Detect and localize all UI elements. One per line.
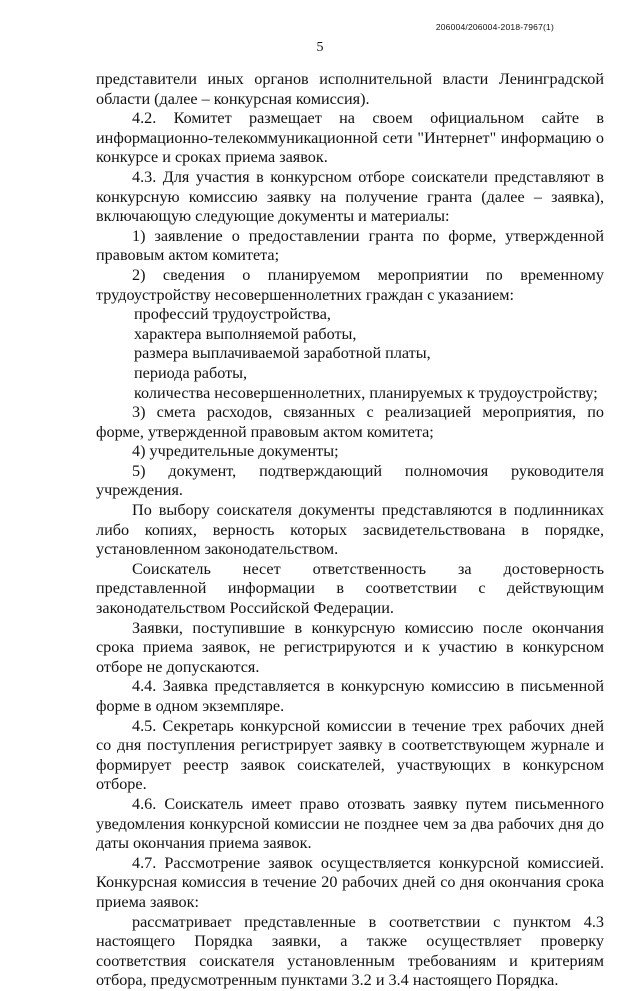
paragraph: 4.5. Секретарь конкурсной комиссии в течение трех рабочих дней со дня поступления регистрирует заявку в соответствующем журнале и формирует реестр заявок соискателей, участвующих в конкурсном отборе. xyxy=(96,716,604,794)
list-item: 4) учредительные документы; xyxy=(132,442,339,461)
list-subitem: периода работы, xyxy=(134,363,248,382)
paragraph: По выбору соискателя документы представляются в подлинниках либо копиях, верность которых засвидетельствована в порядке, установленном законодательством. xyxy=(96,501,604,559)
paragraph: 4.3. Для участия в конкурсном отборе соискатели представляют в конкурсную комиссию заявку на получение гранта (далее – заявка), включающую следующие документы и материалы: xyxy=(96,167,604,226)
paragraph: 4.7. Рассмотрение заявок осуществляется конкурсной комиссией. Конкурсная комиссия в течение 20 рабочих дней со дня окончания срока приема заявок: xyxy=(96,853,604,911)
list-item: 2) сведения о планируемом мероприятии по временному трудоустройству несовершеннолетних граждан с указанием: xyxy=(96,265,604,304)
page-number: 5 xyxy=(316,40,324,55)
list-subitem: размера выплачиваемой заработной платы, xyxy=(134,344,431,363)
list-subitem: количества несовершеннолетних, планируемых к трудоустройству; xyxy=(134,383,598,402)
list-item: 1) заявление о предоставлении гранта по форме, утвержденной правовым актом комитета; xyxy=(96,226,604,265)
paragraph: 4.4. Заявка представляется в конкурсную комиссию в письменной форме в одном экземпляре. xyxy=(96,677,604,715)
document-body xyxy=(96,70,604,991)
paragraph: Соискатель несет ответственность за достоверность представленной информации в соответствии с действующим законодательством Российской Федерации. xyxy=(96,559,604,618)
document-id: 206004/206004-2018-7967(1) xyxy=(435,22,554,32)
list-subitem: характера выполняемой работы, xyxy=(134,324,357,343)
paragraph: 4.2. Комитет размещает на своем официальном сайте в информационно-телекоммуникационной сети "Интернет" информацию о конкурсе и сроках приема заявок. xyxy=(96,109,604,167)
paragraph: 4.6. Соискатель имеет право отозвать заявку путем письменного уведомления конкурсной комиссии не позднее чем за два рабочих дня до даты окончания приема заявок. xyxy=(96,794,604,853)
paragraph: Заявки, поступившие в конкурсную комиссию после окончания срока приема заявок, не регистрируются и к участию в конкурсном отборе не допускаются. xyxy=(96,618,604,676)
list-subitem: профессий трудоустройства, xyxy=(134,305,331,324)
paragraph: рассматривает представленные в соответствии с пунктом 4.3 настоящего Порядка заявки, а также осуществляет проверку соответствия соискателя установленным требованиям и критериям отбора, предусмотренным пунктами 3.2 и 3.4 настоящего Порядка. xyxy=(96,912,604,990)
list-item: 3) смета расходов, связанных с реализацией мероприятия, по форме, утвержденной правовым актом комитета; xyxy=(96,403,604,441)
list-item: 5) документ, подтверждающий полномочия руководителя учреждения. xyxy=(96,461,604,500)
paragraph: представители иных органов исполнительной власти Ленинградской области (далее – конкурсная комиссия). xyxy=(96,70,604,108)
